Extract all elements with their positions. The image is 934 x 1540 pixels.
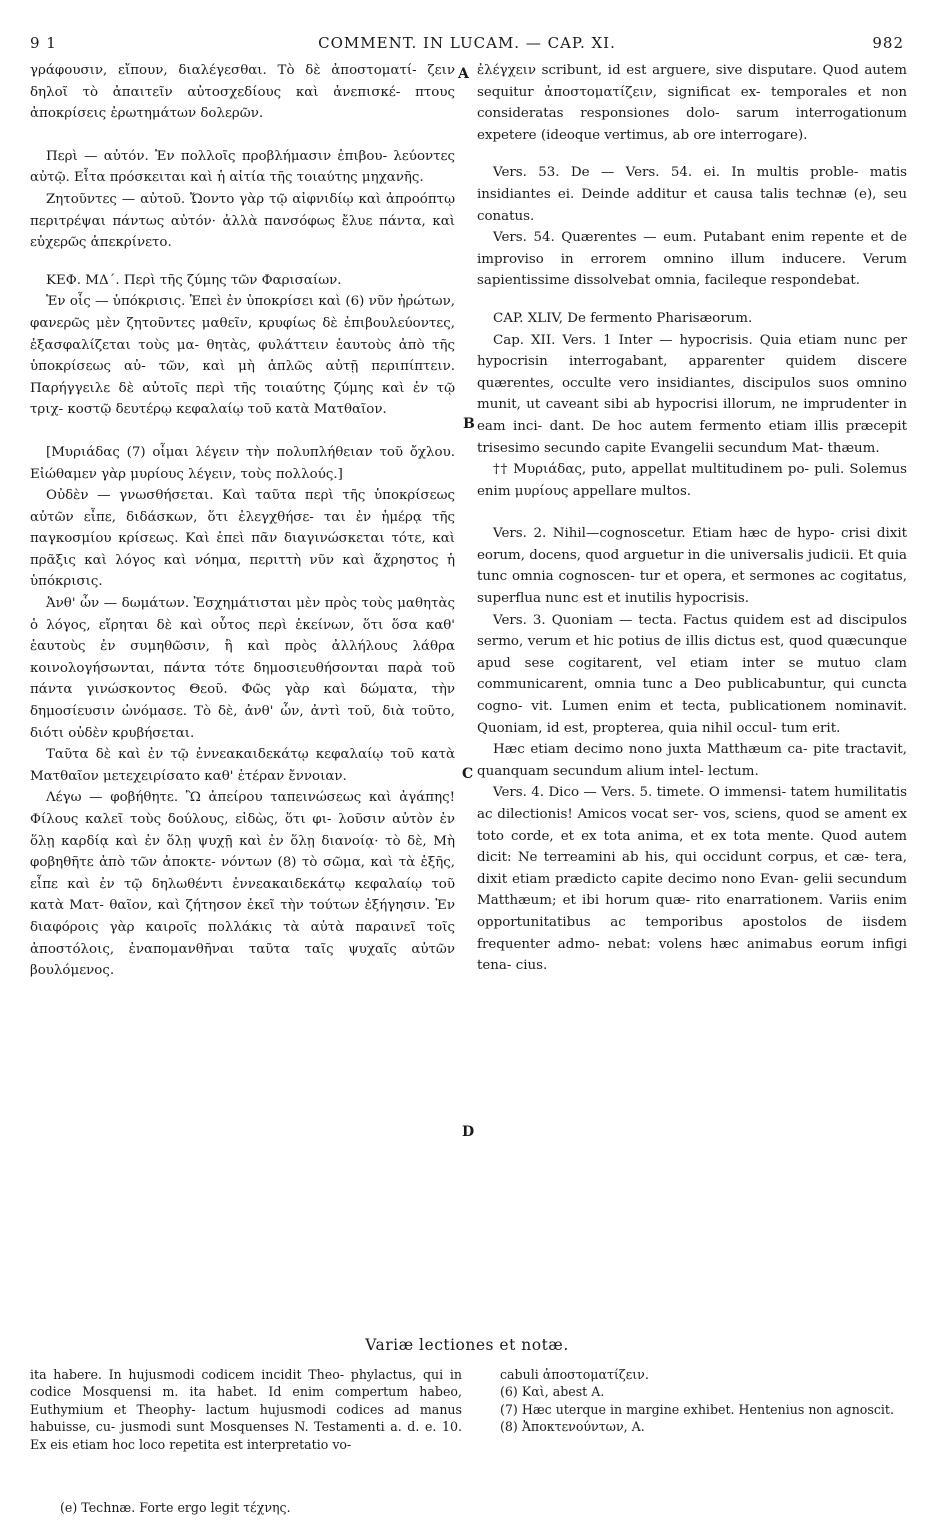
greek-paragraph: γράφουσιν, εἴπουν, διαλέγεσθαι. Τὸ δὲ ἀποστοματί- ζειν δηλοῖ τὸ ἀπαιτεῖν αὐτοσχεδίους καὶ ἀνεπισκέ- πτους ἀποκρίσεις ἐρωτημάτων δολερῶν.	[30, 63, 455, 122]
spacer	[477, 146, 907, 162]
note-line: (7) Hæc uterque in margine exhibet. Hentenius non agnoscit.	[500, 1401, 894, 1417]
margin-letter-b: B	[463, 416, 475, 432]
note-line: (8) Ἀποκτενούντων, A.	[500, 1419, 645, 1435]
notes-left	[30, 1366, 462, 1453]
notes-right	[500, 1366, 908, 1436]
greek-column	[30, 60, 455, 982]
spacer	[30, 421, 455, 442]
greek-paragraph: Ταῦτα δὲ καὶ ἐν τῷ ἐννεακαιδεκάτῳ κεφαλαίῳ τοῦ κατὰ Ματθαῖον μετεχειρίσατο καθ' ἑτέραν ἔννοιαν.	[30, 747, 455, 784]
header-left: 9 1	[30, 34, 57, 52]
header-title: COMMENT. IN LUCAM. — CAP. XI.	[318, 34, 616, 52]
running-header	[30, 34, 904, 56]
greek-paragraph: [Μυριάδας (7) οἶμαι λέγειν τὴν πολυπλήθειαν τοῦ ὄχλου. Εἰώθαμεν γὰρ μυρίους λέγειν, τοὺς πολλούς.]	[30, 444, 455, 482]
margin-letter-d: D	[462, 1124, 475, 1140]
latin-paragraph: ἐλέγχειν scribunt, id est arguere, sive disputare. Quod autem sequitur ἀποστοματίζειν, significat ex- temporales et non consideratas responsiones dolo- sarum interrogationum expetere (ideoque vertimus, ab ore interrogare).	[477, 63, 907, 143]
latin-chapter-heading: CAP. XLIV, De fermento Pharisæorum.	[493, 310, 753, 326]
greek-chapter-heading: ΚΕΦ. ΜΔ΄. Περὶ τῆς ζύμης τῶν Φαρισαίων.	[46, 272, 342, 288]
margin-letter-a: A	[458, 66, 469, 82]
latin-column	[477, 60, 907, 977]
spacer	[30, 125, 455, 146]
greek-paragraph: Λέγω — φοβήθητε. Ὢ ἀπείρου ταπεινώσεως καὶ ἀγάπης! Φίλους καλεῖ τοὺς δούλους, εἰδὼς, ὅτι φι- λοῦσιν αὐτὸν ἐν ὅλῃ καρδίᾳ καὶ ἐν ὅλῃ ψυχῇ καὶ ἐν ὅλῃ διανοίᾳ· τὸ δὲ, Μὴ φοβηθῆτε ἀπὸ τῶν ἀποκτε- νόντων (8) τὸ σῶμα, καὶ τὰ ἑξῆς, εἶπε καὶ ἐν τῷ δηλωθέντι ἐννεακαιδεκάτῳ κεφαλαίῳ τοῦ κατὰ Ματ- θαῖον, καὶ ζήτησον ἐκεῖ τὴν τούτων ἐξήγησιν. Ἐν διαφόροις γὰρ καιροῖς πολλάκις τὰ αὐτὰ παραινεῖ τοῖς ἀποστόλοις, ἐναπομανθῆναι ταῦτα ταῖς ψυχαῖς αὐτῶν βουλόμενος.	[30, 790, 455, 979]
latin-paragraph: Vers. 53. De — Vers. 54. ei. In multis proble- matis insidiantes ei. Deinde additur et causa talis technæ (e), seu conatus.	[477, 165, 907, 224]
latin-paragraph: Hæc etiam decimo nono juxta Matthæum ca- pite tractavit, quanquam secundum alium intel- lectum.	[477, 742, 907, 779]
spacer	[30, 254, 455, 270]
latin-paragraph: Vers. 54. Quærentes — eum. Putabant enim repente et de improviso in errorem omnino illum inducere. Verum sapientissime dissolvebat omnia, facileque respondebat.	[477, 230, 907, 289]
latin-paragraph: Vers. 2. Nihil—cognoscetur. Etiam hæc de hypo- crisi dixit eorum, docens, quod arguetur in die universalis judicii. Et quia tunc omnia cognoscen- tur et opera, et sermones ac cogitatus, superflua nunc est et inutilis hypocrisis.	[477, 526, 907, 607]
greek-paragraph: Ἀνθ' ὧν — δωμάτων. Ἐσχημάτισται μὲν πρὸς τοὺς μαθητὰς ὁ λόγος, εἴρηται δὲ καὶ οὗτος περὶ ἐκείνων, ὅτι ὅσα καθ' ἑαυτοὺς ἐν συμηθῶσιν, ἢ καὶ πρὸς ἀλλήλους λάθρα κοινολογήσωνται, πάντα τότε δημοσιευθήσονται παρὰ τοῦ πάντα γινώσκοντος Θεοῦ. Φῶς γὰρ καὶ δώματα, τὴν δημοσίευσιν ὠνόμασε. Τὸ δὲ, ἀνθ' ὧν, ἀντὶ τοῦ, διὰ τοῦτο, διότι οὐδὲν κρυβήσεται.	[30, 596, 455, 741]
footnote: (e) Technæ. Forte ergo legit τέχνης.	[60, 1500, 291, 1515]
spacer	[477, 292, 907, 308]
note-line: (6) Καὶ, abest A.	[500, 1384, 605, 1400]
note-text: ita habere. In hujusmodi codicem incidit Theo- phylactus, qui in codice Mosquensi m. ita habet. Id enim compertum habeo, Euthymium et Theophy- lactum hujusmodi codices ad manus habuisse, cu- jusmodi sunt Mosquenses N. Testamenti a. d. e. 10. Ex eis etiam hoc loco repetita est interpretatio vo-	[30, 1367, 462, 1452]
greek-paragraph: Περὶ — αὐτόν. Ἐν πολλοῖς προβλήμασιν ἐπιβου- λεύοντες αὐτῷ. Εἶτα πρόσκειται καὶ ἡ αἰτία τῆς τοιαύτης μηχανῆς.	[30, 148, 455, 186]
latin-paragraph: Cap. XII. Vers. 1 Inter — hypocrisis. Quia etiam nunc per hypocrisin interrogabant, apparenter quidem discere quærentes, occulte vero insidiantes, discipulos suos omnino munit, ut caveant sibi ab hypocrisi illorum, ne imprudenter in eam inci- dant. De hoc autem fermento etiam illis præcepit trisesimo secundo capite Evangelii secundum Mat- thæum.	[477, 332, 907, 456]
latin-paragraph: Vers. 3. Quoniam — tecta. Factus quidem est ad discipulos sermo, verum et hic potius de illis dictus est, quod quæcunque apud sese cogitarent, vel etiam inter se mutuo clam communicarent, omnia tunc a Deo publicabuntur, qui cuncta cogno- vit. Lumen enim et tecta, publicationem nominavit. Quoniam, id est, propterea, quia nihil occul- tum erit.	[477, 612, 907, 736]
greek-paragraph: Οὐδὲν — γνωσθήσεται. Καὶ ταῦτα περὶ τῆς ὑποκρίσεως αὐτῶν εἶπε, διδάσκων, ὅτι ἐλεγχθήσε- ται ἐν ἡμέρᾳ τῆς παγκοσμίου κρίσεως. Καὶ ἐπεὶ πᾶν διαγινώσκεται τότε, καὶ πρᾶξις καὶ λόγος καὶ νόημα, περιττὴ νῦν καὶ ἄχρηστος ἡ ὑπόκρισις.	[30, 488, 455, 590]
greek-paragraph: Ζητοῦντες — αὐτοῦ. Ὤοντο γὰρ τῷ αἰφνιδίῳ καὶ ἀπροόπτῳ περιτρέψαι πάντως αὐτόν· ἀλλὰ πανσόφως ἔλυε πάντα, καὶ εὐχερῶς ἀπεκρίνετο.	[30, 191, 455, 251]
latin-paragraph: †† Μυριάδας, puto, appellat multitudinem po- puli. Solemus enim μυρίους appellare multos.	[477, 462, 907, 499]
latin-paragraph: Vers. 4. Dico — Vers. 5. timete. O immensi- tatem humilitatis ac dilectionis! Amicos vocat ser- vos, sciens, quod se ament ex toto corde, et ex tota anima, et ex tota mente. Quod autem dicit: Ne terreamini ab his, qui occidunt corpus, et cæ- tera, dixit etiam prædicto capite decimo nono Evan- gelii secundum Matthæum; et ibi horum quæ- rito enarrationem. Variis enim opportunitatibus ac temporibus apostolos de iisdem frequenter admo- nebat: volens hæc animabus eorum infigi tena- cius.	[477, 785, 907, 974]
spacer	[477, 502, 907, 523]
margin-letter-c: C	[462, 766, 474, 782]
notes-title: Variæ lectiones et notæ.	[365, 1336, 569, 1354]
greek-paragraph: Ἐν οἷς — ὑπόκρισις. Ἐπεὶ ἐν ὑποκρίσει καὶ (6) νῦν ἠρώτων, φανερῶς μὲν ζητοῦντες μαθεῖν, κρυφίως δὲ ἐπιβουλεύοντες, ἐξασφαλίζεται τοὺς μα- θητὰς, φυλάττειν ἑαυτοὺς ἀπὸ τῆς ὑποκρίσεως αὐ- τῶν, καὶ μὴ ἁπλῶς αὐτῇ περιπίπτειν. Παρήγγειλε δὲ αὐτοῖς περὶ τῆς τοιαύτης ζύμης καὶ ἐν τῷ τριχ- κοστῷ δευτέρῳ κεφαλαίῳ τοῦ κατὰ Ματθαῖον.	[30, 294, 455, 418]
note-line: cabuli ἀποστοματίζειν.	[500, 1367, 649, 1382]
page-number: 982	[872, 34, 904, 52]
